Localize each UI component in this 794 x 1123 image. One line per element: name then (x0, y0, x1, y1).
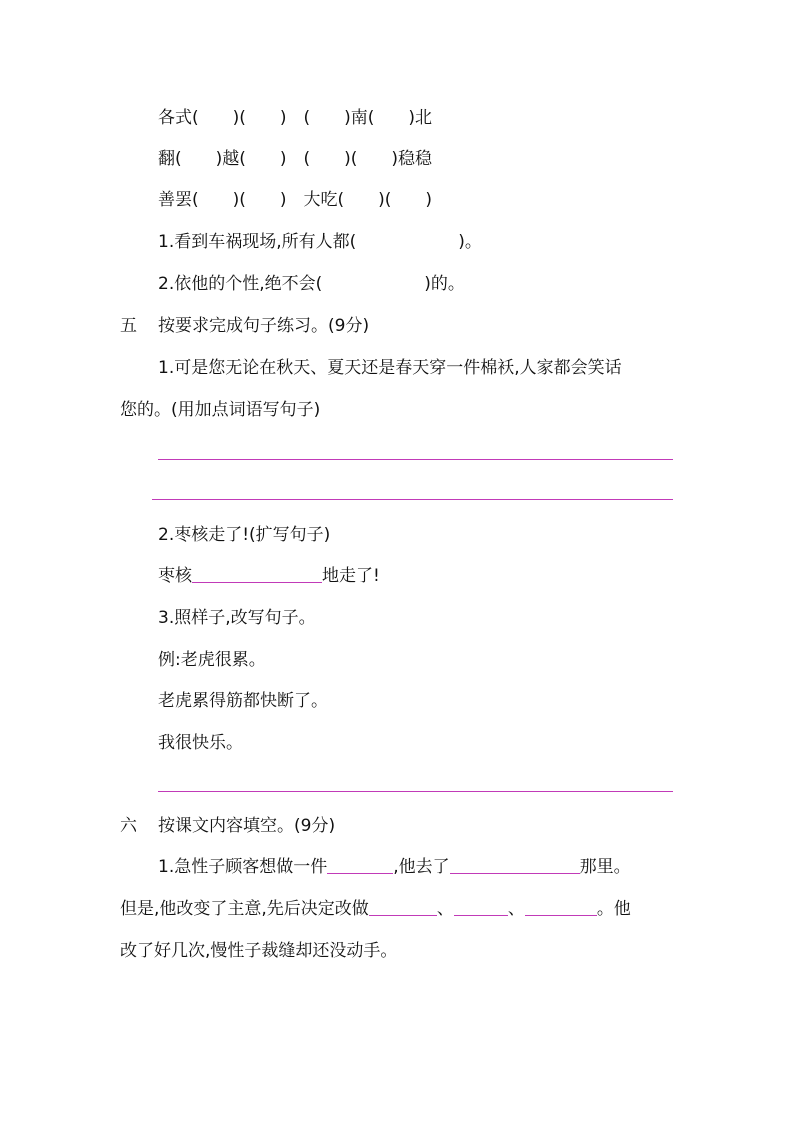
s5-q2-blank[interactable] (192, 566, 322, 583)
s6-blank-choice-3[interactable] (525, 899, 597, 916)
idiom-row-1: 各式( )( ) ( )南( )北 (158, 108, 433, 128)
example-label: 例:老虎很累。 (158, 650, 266, 670)
s6-q1-part-a: 1.急性子顾客想做一件 (158, 857, 328, 877)
s5-question-3: 3.照样子,改写句子。 (158, 608, 316, 628)
section-6-heading (120, 815, 335, 837)
section-6-number: 六 (120, 816, 137, 836)
s6-blank-choice-1[interactable] (369, 899, 437, 916)
section-5-number: 五 (120, 316, 137, 336)
s5-question-2-fill (158, 565, 380, 587)
s6-q1-part-c: 那里。 (579, 857, 631, 877)
section-5-heading (120, 315, 369, 337)
answer-line-2[interactable] (152, 499, 673, 500)
idiom-row-3: 善罢( )( ) 大吃( )( ) (158, 190, 433, 210)
s6-blank-item[interactable] (327, 857, 393, 874)
section-6-title: 按课文内容填空。(9分) (158, 816, 336, 836)
fill-question-1: 1.看到车祸现场,所有人都( )。 (158, 232, 482, 252)
s6-question-1-line-3: 改了好几次,慢性子裁缝却还没动手。 (120, 941, 398, 961)
s6-separator-1: 、 (436, 899, 454, 919)
rewrite-prompt: 我很快乐。 (158, 733, 243, 753)
fill-question-2: 2.依他的个性,绝不会( )的。 (158, 274, 465, 294)
s6-q1-part-e: 。他 (596, 899, 631, 919)
answer-line-3[interactable] (158, 791, 673, 792)
s6-q1-part-b: ,他去了 (393, 857, 450, 877)
s5-q2-prefix: 枣核 (158, 566, 192, 586)
s6-blank-place[interactable] (450, 857, 580, 874)
idiom-row-2: 翻( )越( ) ( )( )稳稳 (158, 149, 433, 169)
s6-question-1-line-2 (120, 898, 631, 920)
s6-q1-part-d: 但是,他改变了主意,先后决定改做 (120, 899, 369, 919)
section-5-title: 按要求完成句子练习。(9分) (158, 316, 370, 336)
s6-question-1-line-1 (158, 856, 631, 878)
example-answer: 老虎累得筋都快断了。 (158, 691, 328, 711)
answer-line-1[interactable] (158, 459, 673, 460)
s5-question-1-line-2: 您的。(用加点词语写句子) (120, 400, 321, 420)
s6-separator-2: 、 (507, 899, 525, 919)
s5-question-1-line-1: 1.可是您无论在秋天、夏天还是春天穿一件棉袄,人家都会笑话 (158, 358, 622, 378)
s6-blank-choice-2[interactable] (454, 899, 508, 916)
s5-q2-suffix: 地走了! (322, 566, 380, 586)
s5-question-2: 2.枣核走了!(扩写句子) (158, 525, 331, 545)
